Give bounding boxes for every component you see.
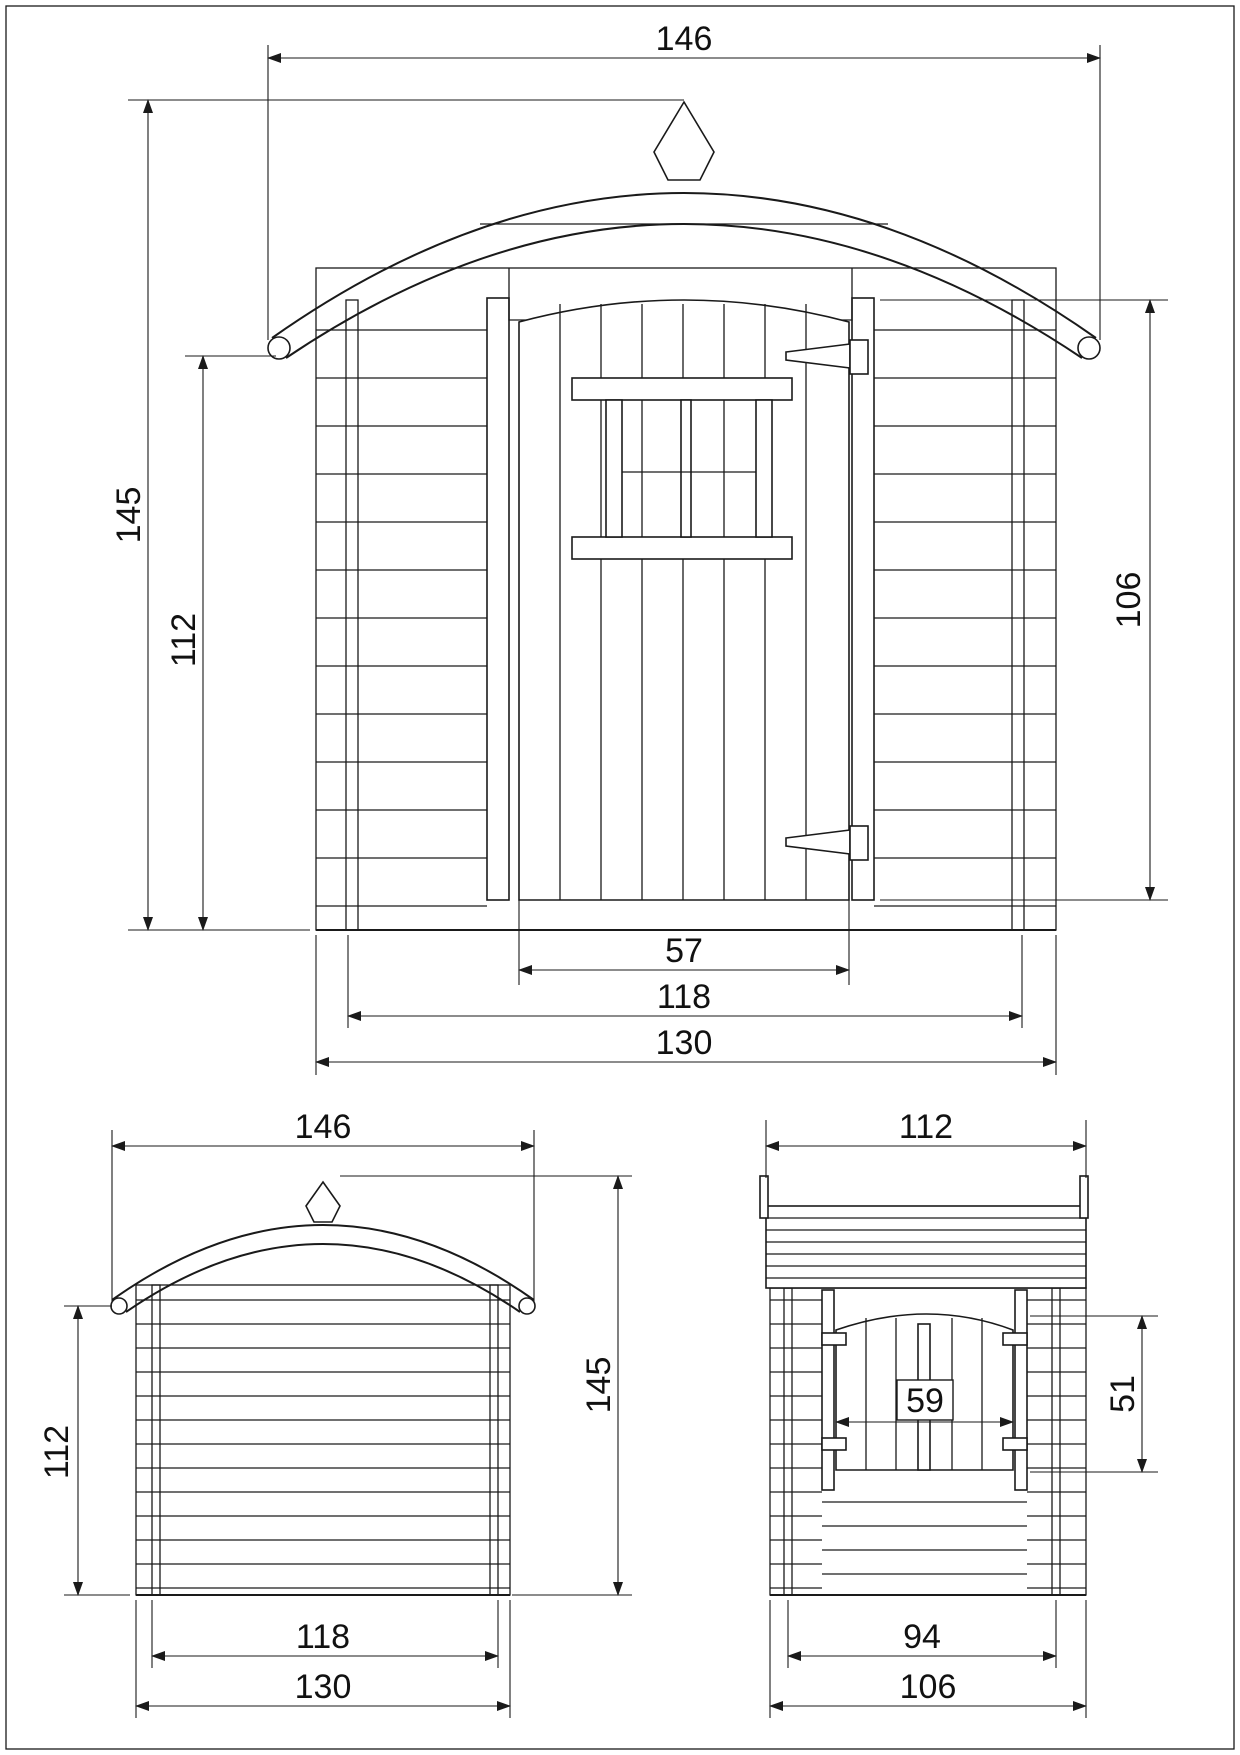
rear-hinge-top-right	[1003, 1333, 1027, 1345]
rear-roof-right-edge	[1080, 1176, 1088, 1218]
rear-window-post-right	[1015, 1290, 1027, 1490]
rear-hinge-top-left	[822, 1333, 846, 1345]
door-window-mullion	[681, 400, 691, 537]
front-roof-right-end	[1078, 337, 1100, 359]
rear-roof-depth-label: 112	[898, 1108, 954, 1146]
side-roof-finial	[306, 1182, 340, 1222]
rear-hinge-bottom-left	[822, 1438, 846, 1450]
door-window-left-stile	[606, 400, 622, 537]
side-roof-inner	[126, 1244, 520, 1312]
door-frame-right	[852, 298, 874, 900]
rear-roof-left-edge	[760, 1176, 768, 1218]
side-roof-left-end	[111, 1298, 127, 1314]
side-right-post	[490, 1285, 498, 1595]
front-view	[268, 102, 1100, 930]
rear-hinge-bottom-right	[1003, 1438, 1027, 1450]
front-door-height-label: 106	[1110, 571, 1148, 629]
door-window-bottom-rail	[572, 537, 792, 559]
front-roof-width-label: 146	[655, 20, 713, 58]
rear-window-height-label: 51	[1104, 1375, 1142, 1413]
rear-left-post	[784, 1288, 792, 1595]
front-door-width-label: 57	[665, 932, 703, 970]
side-wall-outline	[136, 1285, 510, 1595]
side-wall-planks	[136, 1300, 510, 1588]
front-inner-width-label: 118	[656, 978, 712, 1016]
rear-window-width-label: 59	[906, 1382, 944, 1420]
side-total-height-label: 145	[580, 1356, 618, 1414]
side-roof-width-label: 146	[294, 1108, 352, 1146]
front-base-width-label: 130	[655, 1024, 713, 1062]
rear-inner-width-label: 94	[903, 1618, 941, 1656]
front-wall-height-label: 112	[165, 612, 203, 668]
front-right-post	[1012, 300, 1024, 930]
side-left-post	[152, 1285, 160, 1595]
rear-window-post-left	[822, 1290, 834, 1490]
front-left-post	[346, 300, 358, 930]
door-frame-left	[487, 298, 509, 900]
rear-right-post	[1052, 1288, 1060, 1595]
front-total-height-label: 145	[110, 486, 148, 544]
side-view	[111, 1182, 535, 1595]
side-roof-outer	[112, 1225, 534, 1300]
door-window-right-stile	[756, 400, 772, 537]
side-wall-height-label: 112	[38, 1424, 76, 1480]
side-inner-width-label: 118	[295, 1618, 351, 1656]
side-base-width-label: 130	[294, 1668, 352, 1706]
rear-base-width-label: 106	[899, 1668, 957, 1706]
side-roof-right-end	[519, 1298, 535, 1314]
door-window-top-rail	[572, 378, 792, 400]
front-roof-finial	[654, 102, 714, 180]
